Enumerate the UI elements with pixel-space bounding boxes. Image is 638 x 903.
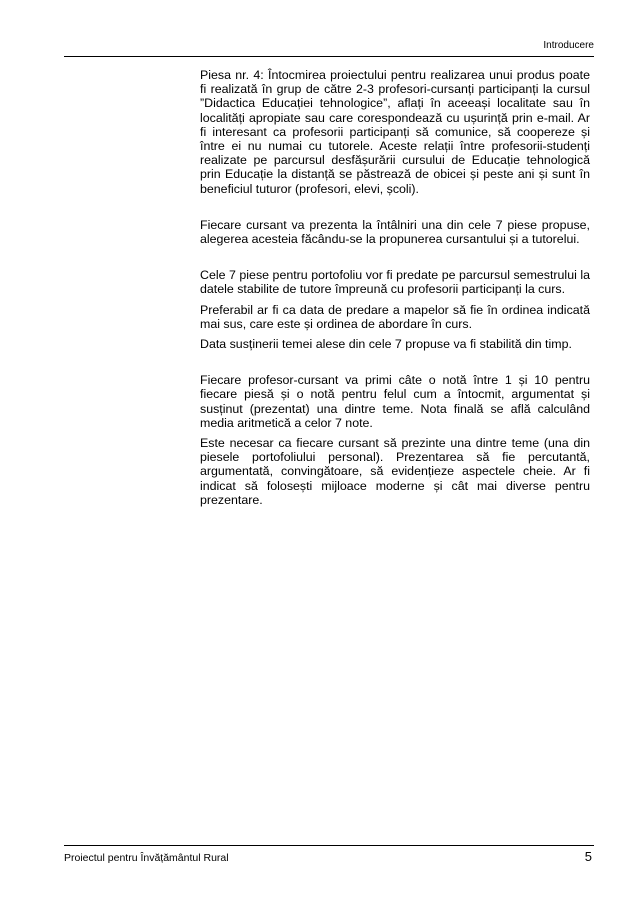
- paragraph-predare-portofoliu: Cele 7 piese pentru portofoliu vor fi predate pe parcursul semestrului la datele stabilite de tutore împreună cu profesorii participanți la curs.: [200, 268, 590, 297]
- paragraph-ordine-predare: Preferabil ar fi ca data de predare a mapelor să fie în ordinea indicată mai sus, care este și ordinea de abordare în curs.: [200, 302, 590, 331]
- main-content: [200, 68, 590, 507]
- page-number: 5: [584, 849, 592, 864]
- paragraph-prezentare-piesa: Fiecare cursant va prezenta la întâlniri una din cele 7 piese propuse, alegerea acesteia făcându-se la propunerea cursantului și a tutorelui.: [200, 217, 590, 247]
- paragraph-notare: Fiecare profesor-cursant va primi câte o notă între 1 și 10 pentru fiecare piesă și o notă pentru felul cum a întocmit, argumentat și susținut (prezentat) una dintre teme. Nota finală se află calculând media aritmetică a celor 7 note.: [200, 373, 590, 430]
- footer-divider: [64, 845, 594, 846]
- running-footer-title: Proiectul pentru Învățământul Rural: [64, 852, 229, 864]
- paragraph-piesa-4: Piesa nr. 4: Întocmirea proiectului pentru realizarea unui produs poate fi realizată în grup de către 2-3 profesori-cursanți participanți la cursul ”Didactica Educației tehnologice”, aflați în aceeași localitate sau în localități apropiate sau care corespondează cu ușurință prin e-mail. Ar fi interesant ca profesorii participanți să comunice, să coopereze și între ei nu numai cu tutorele. Aceste relații între profesorii-studenți realizate pe parcursul desfășurării cursului de Educație tehnologică prin Educație la distanță se păstrează de obicei și peste ani și sunt în beneficiul tuturor (profesori, elevi, școli).: [200, 68, 590, 196]
- header-divider: [64, 56, 594, 57]
- paragraph-data-sustinere: Data susținerii temei alese din cele 7 propuse va fi stabilită din timp.: [200, 337, 572, 352]
- running-header-title: Introducere: [543, 40, 594, 51]
- paragraph-prezentare-tema: Este necesar ca fiecare cursant să prezinte una dintre teme (una din piesele portofoliului personal). Prezentarea să fie percutantă, argumentată, convingătoare, să evidențieze aspectele cheie. Ar fi indicat să folosești mijloace moderne și cât mai diverse pentru prezentare.: [200, 436, 590, 507]
